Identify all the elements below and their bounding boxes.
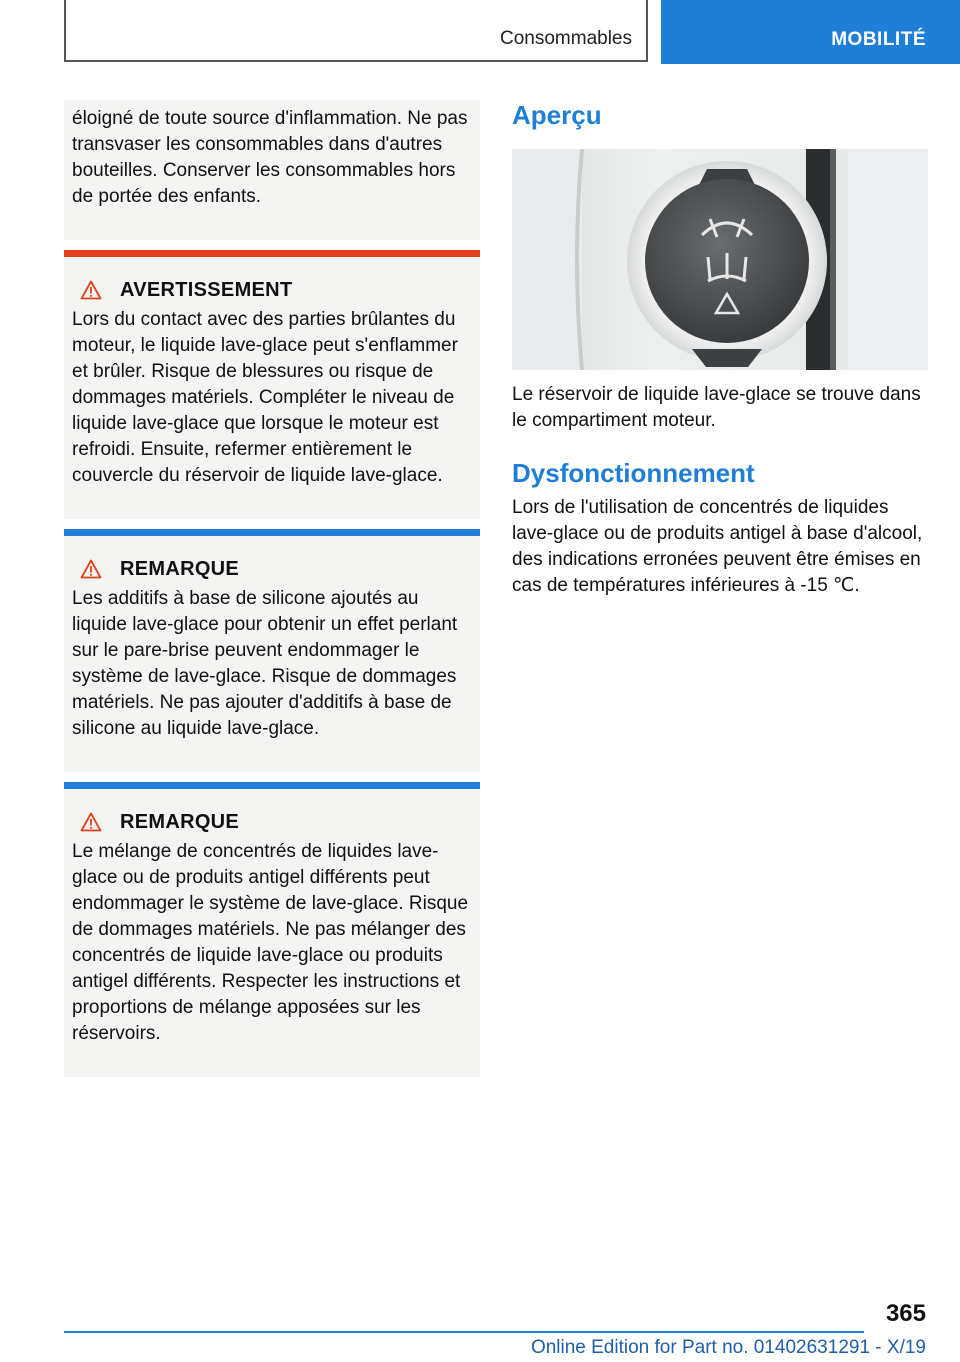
notice-body: Lors du contact avec des parties brûlantes du moteur, le liquide lave-glace peut s'enflammer et brûler. Risque de blessures ou risque de dommages matériels. Compléter le niveau de liquide lave-glace que lorsque le moteur est refroidi. Ensuite, refermer entièrement le couvercle du réservoir de liquide lave-glace.: [72, 309, 458, 486]
notice-title: AVERTISSEMENT: [120, 278, 293, 301]
header-section-box: [64, 0, 648, 62]
footer-divider: [64, 1331, 864, 1333]
remark-notice: [64, 782, 480, 1077]
malfunction-text: Lors de l'utilisation de concentrés de liquides lave-glace ou de produits antigel à base d'alcool, des indications erronées peuvent être émises en cas de températures inférieures à -15 ℃.: [512, 497, 923, 596]
section-title: Consommables: [500, 28, 632, 49]
footer-edition: Online Edition for Part no. 01402631291 - X/19: [530, 1337, 926, 1358]
heading-dysfonctionnement: Dysfonctionnement: [512, 458, 755, 488]
header-chapter-tab: [661, 0, 960, 64]
warning-triangle-icon: [80, 812, 102, 832]
warning-notice: [64, 250, 480, 519]
photo-caption: Le réservoir de liquide lave-glace se trouve dans le compartiment moteur.: [512, 384, 921, 431]
intro-text: éloigné de toute source d'inflammation. Ne pas transvaser les consommables dans d'autres bouteilles. Conserver les consommables hors de portée des enfants.: [72, 108, 468, 207]
heading-apercu: Aperçu: [512, 100, 602, 130]
warning-triangle-icon: [80, 559, 102, 579]
right-column: [512, 100, 928, 599]
notice-title: REMARQUE: [120, 557, 240, 580]
intro-box: [64, 100, 480, 240]
remark-notice: [64, 529, 480, 772]
left-column: [64, 100, 480, 1077]
page-number: 365: [885, 1300, 926, 1327]
notice-body: Les additifs à base de silicone ajoutés au liquide lave-glace pour obtenir un effet perlant sur le pare-brise peuvent endommager le système de lave-glace. Risque de dommages matériels. Ne pas ajouter d'additifs à base de silicone au liquide lave-glace.: [72, 588, 458, 739]
washer-cap-illustration: [512, 149, 928, 370]
warning-triangle-icon: [80, 280, 102, 300]
washer-reservoir-photo: [512, 149, 928, 370]
notice-body: Le mélange de concentrés de liquides lave-glace ou de produits antigel différents peut endommager le système de lave-glace. Risque de dommages matériels. Ne pas mélanger des concentrés de liquide lave-glace ou produits antigel différents. Respecter les instructions et proportions de mélange apposées sur les réservoirs.: [72, 841, 469, 1044]
notice-title: REMARQUE: [120, 810, 240, 833]
chapter-title: MOBILITÉ: [831, 29, 926, 50]
